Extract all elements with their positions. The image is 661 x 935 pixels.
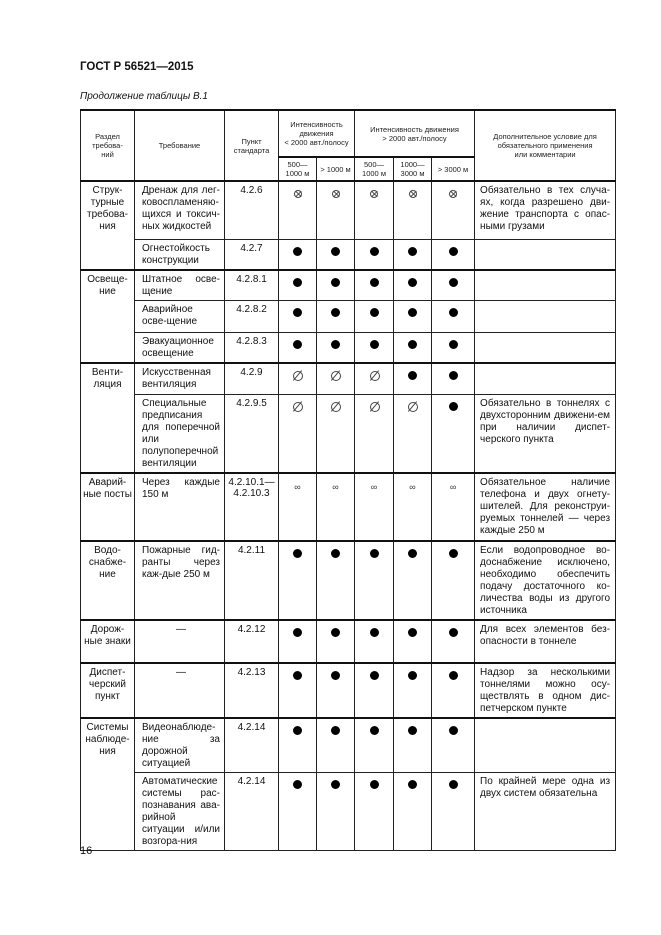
applicability-cell bbox=[355, 363, 394, 395]
filled-circle-icon bbox=[408, 780, 417, 789]
applicability-cell bbox=[317, 541, 355, 620]
section-cell: Венти-ляция bbox=[81, 363, 135, 474]
col-header-section: Раздел требова- ний bbox=[81, 110, 135, 181]
filled-circle-icon bbox=[331, 780, 340, 789]
applicability-cell bbox=[394, 718, 432, 773]
table-row bbox=[81, 395, 616, 474]
requirement-cell: Через каждые 150 м bbox=[135, 473, 225, 541]
infinity-icon: ∞ bbox=[294, 482, 301, 492]
requirement-cell: Штатное осве-щение bbox=[135, 270, 225, 301]
empty-set-icon bbox=[293, 371, 302, 380]
applicability-cell bbox=[394, 473, 432, 541]
note-cell bbox=[475, 332, 616, 363]
applicability-cell bbox=[279, 620, 317, 663]
section-cell: Аварий-ные посты bbox=[81, 473, 135, 541]
empty-set-icon bbox=[408, 402, 417, 411]
applicability-cell bbox=[394, 363, 432, 395]
applicability-cell bbox=[279, 300, 317, 332]
table-row bbox=[81, 270, 616, 301]
col-header-sub3: 500— 1000 м bbox=[355, 157, 394, 181]
filled-circle-icon bbox=[370, 628, 379, 637]
section-cell: Диспет-черский пункт bbox=[81, 663, 135, 718]
applicability-cell bbox=[279, 718, 317, 773]
empty-set-icon bbox=[370, 402, 379, 411]
note-cell: Обязательное наличие телефона и двух огнету-шителей. Для реконструи-руемых тоннелей — через каждые 250 м bbox=[475, 473, 616, 541]
table-row bbox=[81, 663, 616, 718]
applicability-cell bbox=[317, 620, 355, 663]
filled-circle-icon bbox=[408, 308, 417, 317]
applicability-cell bbox=[394, 395, 432, 474]
table-row bbox=[81, 473, 616, 541]
document-header: ГОСТ Р 56521—2015 bbox=[80, 61, 194, 73]
table-row bbox=[81, 718, 616, 773]
table-row bbox=[81, 363, 616, 395]
filled-circle-icon bbox=[449, 628, 458, 637]
section-cell: Системы наблюде-ния bbox=[81, 718, 135, 851]
filled-circle-icon bbox=[293, 671, 302, 680]
filled-circle-icon bbox=[331, 726, 340, 735]
filled-circle-icon bbox=[370, 308, 379, 317]
filled-circle-icon bbox=[408, 628, 417, 637]
applicability-cell bbox=[432, 663, 475, 718]
applicability-cell bbox=[355, 239, 394, 270]
applicability-cell bbox=[279, 663, 317, 718]
filled-circle-icon bbox=[449, 278, 458, 287]
applicability-cell bbox=[432, 363, 475, 395]
requirements-table bbox=[80, 109, 616, 851]
filled-circle-icon bbox=[293, 340, 302, 349]
empty-set-icon bbox=[293, 402, 302, 411]
applicability-cell bbox=[279, 773, 317, 851]
filled-circle-icon bbox=[293, 278, 302, 287]
filled-circle-icon bbox=[449, 726, 458, 735]
col-header-note: Дополнительное условие для обязательного применения или комментарии bbox=[475, 110, 616, 181]
col-header-sub2: > 1000 м bbox=[317, 157, 355, 181]
applicability-cell bbox=[394, 300, 432, 332]
clause-cell: 4.2.9.5 bbox=[225, 395, 279, 474]
filled-circle-icon bbox=[408, 549, 417, 558]
applicability-cell bbox=[317, 239, 355, 270]
applicability-cell bbox=[355, 663, 394, 718]
filled-circle-icon bbox=[370, 549, 379, 558]
requirement-cell: Огнестойкость конструкции bbox=[135, 239, 225, 270]
col-header-intensity-high: Интенсивность движения > 2000 авт./полосу bbox=[355, 110, 475, 157]
requirement-cell: Специальные предписания для поперечной или полупоперечной вентиляции bbox=[135, 395, 225, 474]
note-cell bbox=[475, 718, 616, 773]
section-cell: Освеще-ние bbox=[81, 270, 135, 363]
filled-circle-icon bbox=[370, 780, 379, 789]
applicability-cell bbox=[355, 773, 394, 851]
circled-x-icon bbox=[332, 190, 340, 198]
applicability-cell bbox=[317, 773, 355, 851]
note-cell: Обязательно в тоннелях с двухсторонним движени-ем при наличии диспет-черского пункта bbox=[475, 395, 616, 474]
applicability-cell bbox=[279, 395, 317, 474]
applicability-cell bbox=[279, 473, 317, 541]
col-header-clause: Пункт стандарта bbox=[225, 110, 279, 181]
applicability-cell bbox=[279, 270, 317, 301]
filled-circle-icon bbox=[331, 247, 340, 256]
note-cell bbox=[475, 270, 616, 301]
applicability-cell bbox=[317, 363, 355, 395]
clause-cell: 4.2.8.1 bbox=[225, 270, 279, 301]
clause-cell: 4.2.11 bbox=[225, 541, 279, 620]
filled-circle-icon bbox=[449, 340, 458, 349]
filled-circle-icon bbox=[370, 340, 379, 349]
clause-cell: 4.2.10.1— 4.2.10.3 bbox=[225, 473, 279, 541]
filled-circle-icon bbox=[331, 278, 340, 287]
requirement-cell: Эвакуационное освещение bbox=[135, 332, 225, 363]
circled-x-icon bbox=[294, 190, 302, 198]
requirement-cell: — bbox=[135, 663, 225, 718]
filled-circle-icon bbox=[331, 671, 340, 680]
infinity-icon: ∞ bbox=[449, 482, 457, 492]
clause-cell: 4.2.12 bbox=[225, 620, 279, 663]
filled-circle-icon bbox=[331, 308, 340, 317]
clause-cell: 4.2.14 bbox=[225, 773, 279, 851]
applicability-cell bbox=[355, 395, 394, 474]
clause-cell: 4.2.6 bbox=[225, 181, 279, 239]
col-header-sub5: > 3000 м bbox=[432, 157, 475, 181]
applicability-cell bbox=[279, 332, 317, 363]
applicability-cell bbox=[394, 239, 432, 270]
requirement-cell: Автоматические системы рас-познавания ава-рийной ситуации и/или возгора-ния bbox=[135, 773, 225, 851]
requirement-cell: Искусственная вентиляция bbox=[135, 363, 225, 395]
applicability-cell bbox=[355, 300, 394, 332]
filled-circle-icon bbox=[408, 340, 417, 349]
applicability-cell bbox=[394, 620, 432, 663]
clause-cell: 4.2.8.2 bbox=[225, 300, 279, 332]
applicability-cell bbox=[279, 239, 317, 270]
table-row bbox=[81, 773, 616, 851]
applicability-cell bbox=[279, 181, 317, 239]
filled-circle-icon bbox=[293, 549, 302, 558]
filled-circle-icon bbox=[370, 671, 379, 680]
empty-set-icon bbox=[331, 371, 340, 380]
filled-circle-icon bbox=[293, 308, 302, 317]
applicability-cell bbox=[279, 541, 317, 620]
table-row bbox=[81, 620, 616, 663]
applicability-cell bbox=[355, 541, 394, 620]
page-number: 16 bbox=[80, 845, 93, 857]
filled-circle-icon bbox=[449, 780, 458, 789]
table-row bbox=[81, 239, 616, 270]
requirement-cell: Аварийное осве-щение bbox=[135, 300, 225, 332]
applicability-cell bbox=[317, 181, 355, 239]
table-row bbox=[81, 181, 616, 239]
filled-circle-icon bbox=[408, 671, 417, 680]
applicability-cell bbox=[432, 300, 475, 332]
applicability-cell bbox=[394, 663, 432, 718]
note-cell bbox=[475, 300, 616, 332]
clause-cell: 4.2.14 bbox=[225, 718, 279, 773]
applicability-cell bbox=[317, 718, 355, 773]
note-cell: По крайней мере одна из двух систем обязательна bbox=[475, 773, 616, 851]
requirement-cell: — bbox=[135, 620, 225, 663]
table-row bbox=[81, 300, 616, 332]
circled-x-icon bbox=[409, 190, 417, 198]
applicability-cell bbox=[355, 620, 394, 663]
requirement-cell: Дренаж для лег-ковоспламеняю-щихся и токсич-ных жидкостей bbox=[135, 181, 225, 239]
note-cell bbox=[475, 363, 616, 395]
applicability-cell bbox=[432, 181, 475, 239]
filled-circle-icon bbox=[370, 278, 379, 287]
infinity-icon: ∞ bbox=[370, 482, 378, 492]
applicability-cell bbox=[279, 363, 317, 395]
applicability-cell bbox=[317, 395, 355, 474]
clause-cell: 4.2.8.3 bbox=[225, 332, 279, 363]
table-caption: Продолжение таблицы В.1 bbox=[80, 91, 208, 102]
clause-cell: 4.2.13 bbox=[225, 663, 279, 718]
filled-circle-icon bbox=[449, 308, 458, 317]
filled-circle-icon bbox=[408, 371, 417, 380]
applicability-cell bbox=[355, 181, 394, 239]
col-header-sub1: 500— 1000 м bbox=[279, 157, 317, 181]
filled-circle-icon bbox=[408, 247, 417, 256]
applicability-cell bbox=[394, 270, 432, 301]
applicability-cell bbox=[355, 473, 394, 541]
applicability-cell bbox=[432, 718, 475, 773]
applicability-cell bbox=[355, 332, 394, 363]
empty-set-icon bbox=[370, 371, 379, 380]
applicability-cell bbox=[394, 541, 432, 620]
filled-circle-icon bbox=[449, 371, 458, 380]
empty-set-icon bbox=[331, 402, 340, 411]
applicability-cell bbox=[394, 181, 432, 239]
applicability-cell bbox=[394, 332, 432, 363]
applicability-cell bbox=[432, 332, 475, 363]
applicability-cell bbox=[317, 270, 355, 301]
applicability-cell bbox=[432, 395, 475, 474]
applicability-cell bbox=[432, 239, 475, 270]
filled-circle-icon bbox=[293, 780, 302, 789]
clause-cell: 4.2.7 bbox=[225, 239, 279, 270]
col-header-requirement: Требование bbox=[135, 110, 225, 181]
applicability-cell bbox=[317, 332, 355, 363]
clause-cell: 4.2.9 bbox=[225, 363, 279, 395]
table-body bbox=[81, 181, 616, 851]
applicability-cell bbox=[432, 620, 475, 663]
filled-circle-icon bbox=[293, 247, 302, 256]
circled-x-icon bbox=[449, 190, 457, 198]
table-row bbox=[81, 332, 616, 363]
filled-circle-icon bbox=[331, 340, 340, 349]
note-cell: Надзор за несколькими тоннелями можно осу-ществлять в одном дис-петчерском пункте bbox=[475, 663, 616, 718]
applicability-cell bbox=[432, 541, 475, 620]
section-cell: Водо-снабже-ние bbox=[81, 541, 135, 620]
section-cell: Струк-турные требова-ния bbox=[81, 181, 135, 270]
applicability-cell bbox=[432, 473, 475, 541]
note-cell: Для всех элементов без-опасности в тоннеле bbox=[475, 620, 616, 663]
filled-circle-icon bbox=[449, 402, 458, 411]
filled-circle-icon bbox=[293, 726, 302, 735]
circled-x-icon bbox=[370, 190, 378, 198]
applicability-cell bbox=[317, 473, 355, 541]
applicability-cell bbox=[432, 270, 475, 301]
col-header-sub4: 1000— 3000 м bbox=[394, 157, 432, 181]
section-cell: Дорож-ные знаки bbox=[81, 620, 135, 663]
note-cell: Если водопроводное во-доснабжение исключено, необходимо обеспечить подачу достаточного ко-личества воды из другого источника bbox=[475, 541, 616, 620]
applicability-cell bbox=[355, 270, 394, 301]
filled-circle-icon bbox=[408, 726, 417, 735]
note-cell: Обязательно в тех случа-ях, когда разрешено дви-жение транспорта с опас-ными грузами bbox=[475, 181, 616, 239]
requirement-cell: Пожарные гид-ранты через каж-дые 250 м bbox=[135, 541, 225, 620]
filled-circle-icon bbox=[449, 671, 458, 680]
filled-circle-icon bbox=[408, 278, 417, 287]
filled-circle-icon bbox=[293, 628, 302, 637]
filled-circle-icon bbox=[331, 628, 340, 637]
note-cell bbox=[475, 239, 616, 270]
applicability-cell bbox=[317, 300, 355, 332]
applicability-cell bbox=[432, 773, 475, 851]
filled-circle-icon bbox=[449, 247, 458, 256]
filled-circle-icon bbox=[331, 549, 340, 558]
filled-circle-icon bbox=[370, 247, 379, 256]
requirement-cell: Видеонаблюде-ние за дорожной ситуацией bbox=[135, 718, 225, 773]
applicability-cell bbox=[355, 718, 394, 773]
infinity-icon: ∞ bbox=[332, 482, 339, 492]
filled-circle-icon bbox=[449, 549, 458, 558]
infinity-icon: ∞ bbox=[409, 482, 416, 492]
col-header-intensity-low: Интенсивность движения < 2000 авт./полосу bbox=[279, 110, 355, 157]
applicability-cell bbox=[394, 773, 432, 851]
filled-circle-icon bbox=[370, 726, 379, 735]
table-row bbox=[81, 541, 616, 620]
applicability-cell bbox=[317, 663, 355, 718]
